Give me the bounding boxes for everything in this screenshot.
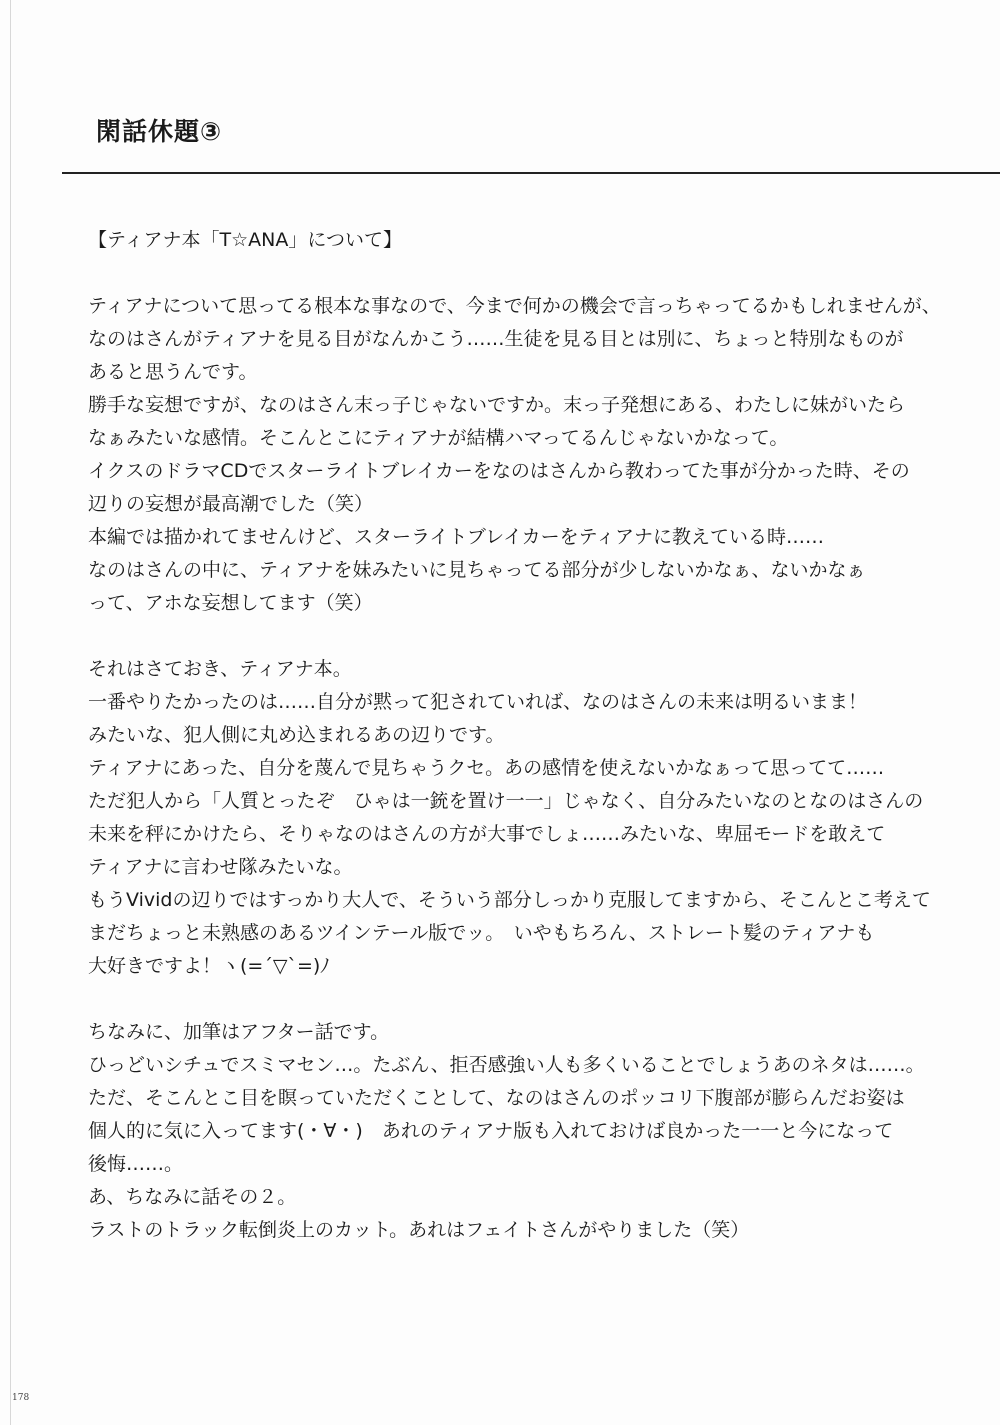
text-line: 未来を秤にかけたら、そりゃなのはさんの方が大事でしょ……みたいな、卑屈モードを敢えて <box>88 823 886 845</box>
page-number: 178 <box>12 1393 30 1403</box>
page-binding-edge <box>10 0 11 1425</box>
text-line: みたいな、犯人側に丸め込まれるあの辺りです。 <box>88 724 505 746</box>
text-line: ティアナに言わせ隊みたいな。 <box>88 856 353 878</box>
paragraph-spacer <box>88 620 978 653</box>
heading-divider <box>62 172 1000 174</box>
text-line: 本編では描かれてませんけど、スターライトブレイカーをティアナに教えている時…… <box>88 526 825 548</box>
text-line: 後悔……。 <box>88 1153 184 1175</box>
text-line: イクスのドラマCDでスターライトブレイカーをなのはさんから教わってた事が分かった時、その <box>88 460 910 482</box>
text-line: ちなみに、加筆はアフター話です。 <box>88 1021 390 1043</box>
paragraph-main <box>88 653 978 983</box>
paragraph-intro <box>88 290 978 620</box>
text-line: それはさておき、ティアナ本。 <box>88 658 352 680</box>
text-line: ただ犯人から「人質とったぞ ひゃは一銃を置け一一」じゃなく、自分みたいなのとなのはさんの <box>88 790 924 812</box>
text-line: まだちょっと未熟感のあるツインテール版でッ。 いやもちろん、ストレート髪のティアナも <box>88 922 875 944</box>
text-line: 一番やりたかったのは……自分が黙って犯されていれば、なのはさんの未来は明るいまま！ <box>88 691 868 713</box>
text-line: ラストのトラック転倒炎上のカット。あれはフェイトさんがやりました（笑） <box>88 1219 750 1241</box>
text-line: あると思うんです。 <box>88 361 258 383</box>
text-line: なのはさんがティアナを見る目がなんかこう……生徒を見る目とは別に、ちょっと特別なものが <box>88 328 904 350</box>
paragraph-spacer <box>88 983 978 1016</box>
text-line: なのはさんの中に、ティアナを妹みたいに見ちゃってる部分が少しないかなぁ、ないかなぁ <box>88 559 866 581</box>
text-line: ひっどいシチュでスミマセン…。たぶん、拒否感強い人も多くいることでしょうあのネタは……。 <box>88 1054 925 1076</box>
text-line: なぁみたいな感情。そこんとこにティアナが結構ハマってるんじゃないかなって。 <box>88 427 789 449</box>
section-title: 【ティアナ本「T☆ANA」について】 <box>88 229 402 251</box>
article-body <box>88 224 978 1247</box>
paragraph-postscript <box>88 1016 978 1247</box>
text-line: 勝手な妄想ですが、なのはさん末っ子じゃないですか。末っ子発想にある、わたしに妹がいたら <box>88 394 906 416</box>
text-line: 辺りの妄想が最高潮でした（笑） <box>88 493 374 515</box>
paragraph-spacer <box>88 257 978 290</box>
text-line: 大好きですよ！ヽ(=´▽`=)ﾉ <box>88 955 330 977</box>
text-line: 個人的に気に入ってます(・∀・) あれのティアナ版も入れておけば良かった一一と今になって <box>88 1120 894 1142</box>
page-heading: 閑話休題③ <box>96 117 223 146</box>
text-line: ティアナにあった、自分を蔑んで見ちゃうクセ。あの感情を使えないかなぁって思ってて…… <box>88 757 885 779</box>
text-line: あ、ちなみに話その２。 <box>88 1186 297 1208</box>
text-line: って、アホな妄想してます（笑） <box>88 592 373 614</box>
text-line: ただ、そこんとこ目を瞑っていただくことして、なのはさんのポッコリ下腹部が膨らんだお姿は <box>88 1087 905 1109</box>
text-line: ティアナについて思ってる根本な事なので、今まで何かの機会で言っちゃってるかもしれませんが、 <box>88 295 941 317</box>
text-line: もうVividの辺りではすっかり大人で、そういう部分しっかり克服してますから、そこんとこ考えて <box>88 889 931 911</box>
